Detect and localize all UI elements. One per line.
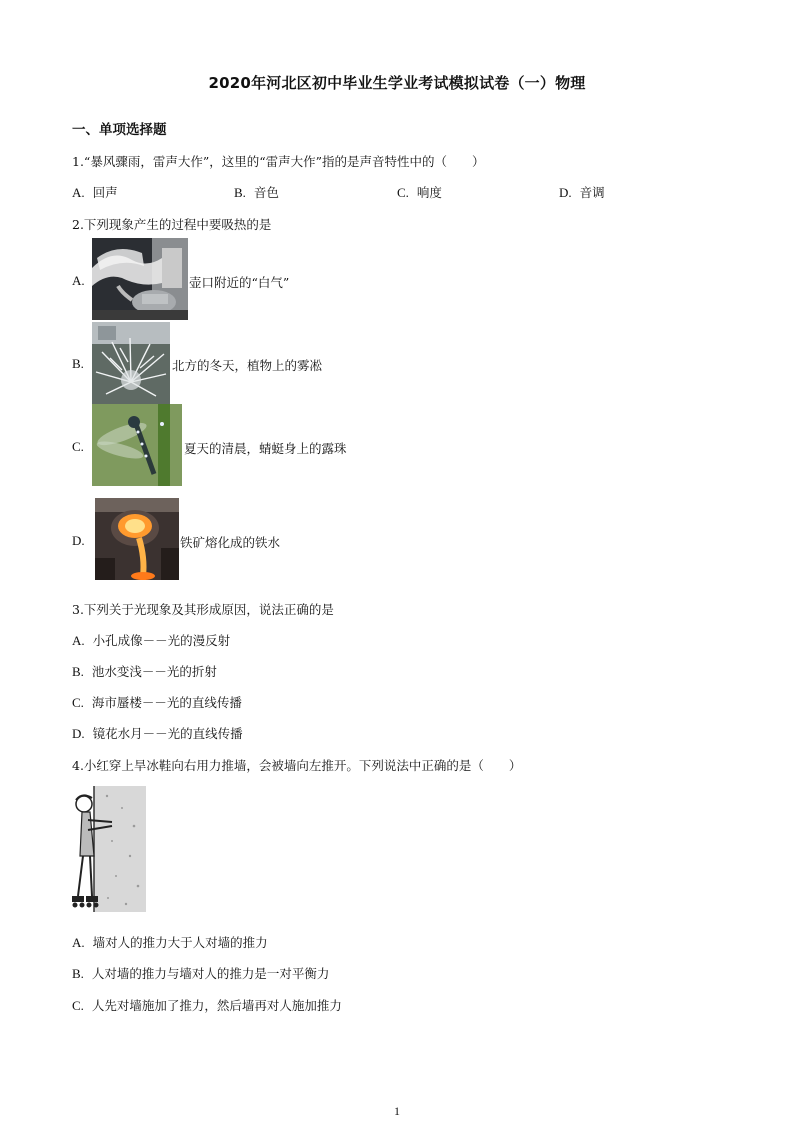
page-title: 2020年河北区初中毕业生学业考试模拟试卷（一）物理: [208, 74, 586, 92]
question-1-stem: 1.“暴风骤雨，雷声大作”，这里的“雷声大作”指的是声音特性中的（ ）: [72, 154, 485, 169]
option-text: 人对墙的推力与墙对人的推力是一对平衡力: [91, 966, 330, 981]
option-text: 墙对人的推力大于人对墙的推力: [92, 935, 268, 950]
molten-iron-image: [95, 498, 179, 580]
option-label: A.: [72, 633, 85, 648]
question-2-option-d-label[interactable]: [72, 533, 85, 549]
option-label: C.: [72, 439, 84, 454]
option-text: 回声: [92, 185, 118, 200]
question-4-stem: 4.小红穿上旱冰鞋向右用力推墙，会被墙向左推开。下列说法中正确的是（ ）: [72, 758, 522, 773]
option-text: 海市蜃楼－－光的直线传播: [91, 695, 242, 710]
dragonfly-dew-image: [92, 404, 182, 486]
option-text: 池水变浅－－光的折射: [91, 664, 217, 679]
option-label: B.: [72, 966, 84, 981]
question-3-option-b[interactable]: [72, 662, 217, 680]
option-label: C.: [72, 998, 84, 1013]
option-label: A.: [72, 185, 85, 200]
option-label: C.: [397, 185, 409, 200]
option-text: 音色: [253, 185, 279, 200]
option-label: A.: [72, 935, 85, 950]
page-number: 1: [394, 1104, 400, 1118]
question-3-option-d[interactable]: [72, 724, 243, 742]
option-text: 音调: [579, 185, 605, 200]
question-4-option-b[interactable]: [72, 964, 329, 982]
girl-pushing-wall-image: [72, 786, 146, 916]
question-2-stem: 2.下列现象产生的过程中要吸热的是: [72, 217, 272, 232]
question-3-stem: 3.下列关于光现象及其形成原因，说法正确的是: [72, 602, 334, 617]
option-label: B.: [72, 356, 84, 371]
question-2-option-d-text: 铁矿熔化成的铁水: [180, 535, 281, 550]
option-text: 小孔成像－－光的漫反射: [92, 633, 231, 648]
question-2-option-a-text: 壶口附近的“白气”: [189, 275, 290, 290]
question-2-option-b-label[interactable]: [72, 356, 84, 372]
option-label: B.: [234, 185, 246, 200]
question-1-option-c[interactable]: [397, 183, 442, 201]
question-3-option-c[interactable]: [72, 693, 242, 711]
option-label: A.: [72, 273, 85, 288]
option-text: 响度: [416, 185, 442, 200]
option-label: D.: [72, 533, 85, 548]
option-label: C.: [72, 695, 84, 710]
option-text: 镜花水月－－光的直线传播: [92, 726, 243, 741]
question-3-option-a[interactable]: [72, 631, 230, 649]
question-2-option-c-label[interactable]: [72, 439, 84, 455]
question-2-option-c-text: 夏天的清晨，蜻蜓身上的露珠: [184, 441, 347, 456]
section-heading: 一、单项选择题: [72, 122, 167, 138]
kettle-steam-image: [92, 238, 188, 320]
question-1-option-b[interactable]: [234, 183, 279, 201]
question-2-option-a-label[interactable]: [72, 273, 85, 289]
question-2-option-b-text: 北方的冬天，植物上的雾凇: [172, 358, 323, 373]
question-4-option-a[interactable]: [72, 933, 268, 951]
option-label: D.: [72, 726, 85, 741]
option-label: D.: [559, 185, 572, 200]
question-1-option-d[interactable]: [559, 183, 605, 201]
rime-frost-image: [92, 322, 170, 404]
question-4-option-c[interactable]: [72, 996, 342, 1014]
question-1-option-a[interactable]: [72, 183, 118, 201]
option-label: B.: [72, 664, 84, 679]
option-text: 人先对墙施加了推力，然后墙再对人施加推力: [91, 998, 342, 1013]
